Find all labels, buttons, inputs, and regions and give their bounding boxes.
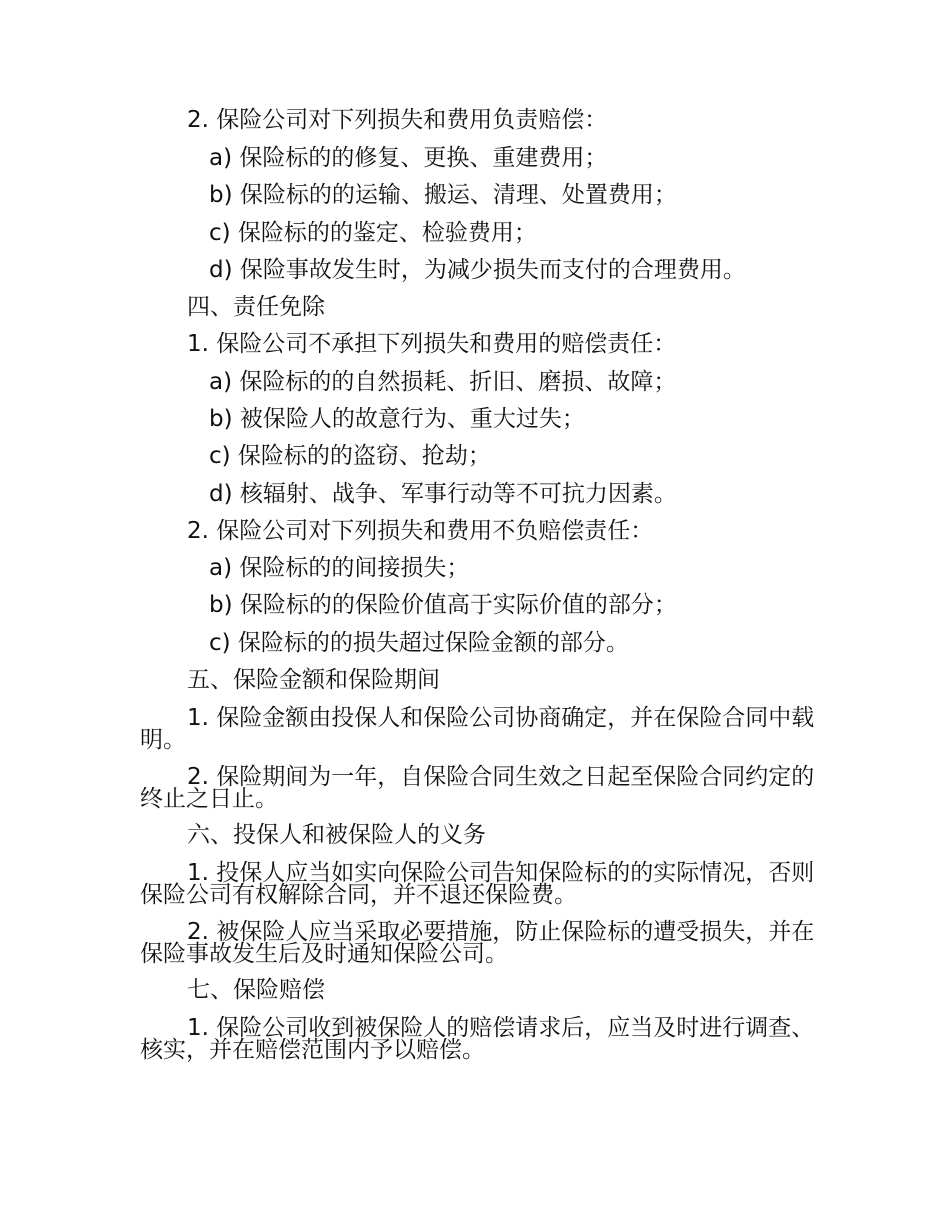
list-item: b) 保险标的的运输、搬运、清理、处置费用；	[209, 182, 677, 208]
paragraph: 1. 投保人应当如实向保险公司告知保险标的的实际情况，否则保险公司有权解除合同，并不退还保险费。	[140, 860, 815, 908]
section-title: 七、保险赔偿	[187, 977, 325, 1003]
clause-heading: 1. 保险公司不承担下列损失和费用的赔偿责任：	[187, 331, 677, 357]
list-item: c) 保险标的的盗窃、抢劫；	[209, 443, 491, 469]
list-item: d) 保险事故发生时，为减少损失而支付的合理费用。	[209, 257, 746, 283]
list-item: b) 保险标的的保险价值高于实际价值的部分；	[209, 592, 677, 618]
section-title: 四、责任免除	[187, 294, 325, 320]
list-item: a) 保险标的的自然损耗、折旧、磨损、故障；	[209, 369, 677, 395]
paragraph: 2. 保险期间为一年，自保险合同生效之日起至保险合同约定的终止之日止。	[140, 764, 815, 812]
list-item: a) 保险标的的间接损失；	[209, 555, 470, 581]
clause-heading: 2. 保险公司对下列损失和费用不负赔偿责任：	[187, 518, 654, 544]
paragraph: 2. 被保险人应当采取必要措施，防止保险标的遭受损失，并在保险事故发生后及时通知保险公司。	[140, 919, 815, 967]
list-item: a) 保险标的的修复、更换、重建费用；	[209, 145, 608, 171]
list-item: d) 核辐射、战争、军事行动等不可抗力因素。	[209, 481, 677, 507]
list-item: c) 保险标的的损失超过保险金额的部分。	[209, 630, 629, 656]
list-item: b) 被保险人的故意行为、重大过失；	[209, 406, 585, 432]
section-title: 五、保险金额和保险期间	[187, 667, 440, 693]
section-title: 六、投保人和被保险人的义务	[187, 822, 486, 848]
clause-heading: 2. 保险公司对下列损失和费用负责赔偿：	[187, 107, 608, 133]
paragraph: 1. 保险金额由投保人和保险公司协商确定，并在保险合同中载明。	[140, 705, 815, 753]
list-item: c) 保险标的的鉴定、检验费用；	[209, 220, 537, 246]
paragraph: 1. 保险公司收到被保险人的赔偿请求后，应当及时进行调查、核实，并在赔偿范围内予以赔偿。	[140, 1015, 815, 1063]
